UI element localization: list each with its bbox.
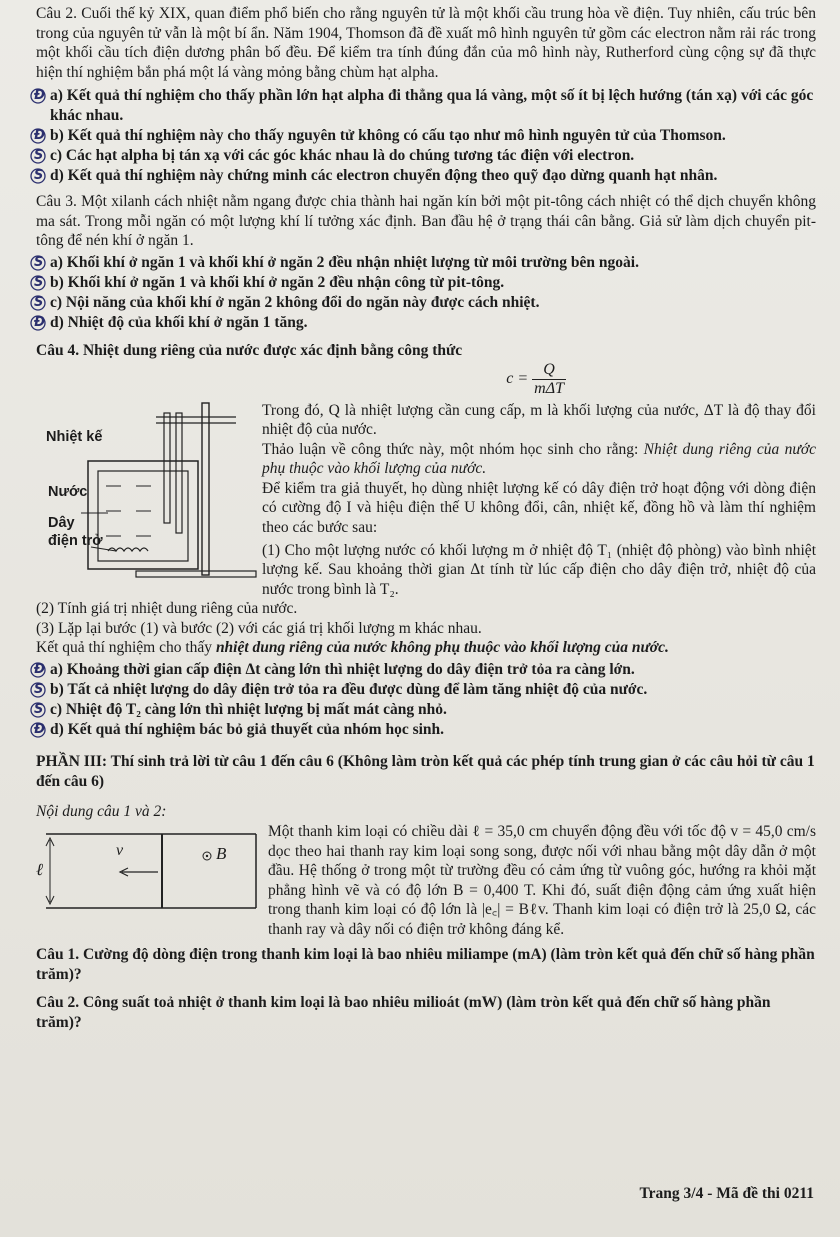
q2-option-d: S d) Kết quả thí nghiệm này chứng minh các electron chuyển động theo quỹ đạo dừng quanh hạt nhân. [36,166,816,186]
label-wire-1: Dây [48,514,75,531]
q4-option-c: S c) Nhiệt độ T₂ càng lớn thì nhiệt lượng bị mất mát càng nhỏ. [36,700,816,720]
label-velocity: v⃗ [116,842,136,859]
q4-method: Để kiểm tra giả thuyết, họ dùng nhiệt lượng kế có dây điện trở hoạt động với dòng điện có cường độ I và hiệu điện thế U không đổi, cân, nhiệt kế, đồng hồ và làm thí nghiệm theo các bước sau: [262,479,816,536]
answer-mark-icon: S [30,167,47,184]
q2-option-c: S c) Các hạt alpha bị tán xạ với các góc khác nhau là do chúng tương tác điện với electron. [36,146,816,166]
q3-options [36,253,816,333]
q3-option-a: S a) Khối khí ở ngăn 1 và khối khí ở ngăn 2 đều nhận nhiệt lượng từ môi trường bên ngoài. [36,253,816,273]
label-water: Nước [48,483,88,500]
q3-intro: Câu 3. Một xilanh cách nhiệt nằm ngang được chia thành hai ngăn kín bởi một pit-tông cách nhiệt có thể dịch chuyển không ma sát. Trong mỗi ngăn có một lượng khí lí tưởng xác định. Ban đầu hệ ở trạng thái cân bằng. Giả sử làm dịch chuyển pit-tông để nén khí ở ngăn 1. [36,193,816,249]
part3-shared-intro: Nội dung câu 1 và 2: [36,802,167,820]
answer-mark-icon: Đ [30,87,47,104]
calorimeter-figure [36,401,258,581]
answer-mark-icon: S [30,294,47,311]
part3-question-2: Câu 2. Công suất toả nhiệt ở thanh kim loại là bao nhiêu milioát (mW) (làm tròn kết quả đến chữ số hàng phần trăm)? [36,994,771,1031]
q4-option-d: Đ d) Kết quả thí nghiệm bác bỏ giả thuyết của nhóm học sinh. [36,720,816,740]
answer-mark-icon: Đ [30,314,47,331]
q4-hypothesis: Thảo luận về công thức này, một nhóm học sinh cho rằng: Nhiệt dung riêng của nước phụ thuộc vào khối lượng của nước. [262,440,816,477]
q3-option-b: S b) Khối khí ở ngăn 1 và khối khí ở ngăn 2 đều nhận công từ pit-tông. [36,273,816,293]
q2-option-b: Đ b) Kết quả thí nghiệm này cho thấy nguyên tử không có cấu tạo như mô hình nguyên tử của Thomson. [36,126,816,146]
q3-option-c: S c) Nội năng của khối khí ở ngăn 2 không đổi do ngăn này được cách nhiệt. [36,293,816,313]
q4-option-a: Đ a) Khoảng thời gian cấp điện Δt càng lớn thì nhiệt lượng do dây điện trở tỏa ra càng lớn. [36,660,816,680]
label-length: ℓ [36,860,44,879]
q4-option-b: S b) Tất cả nhiệt lượng do dây điện trở tỏa ra đều được dùng để làm tăng nhiệt độ của nước. [36,680,816,700]
label-thermometer: Nhiệt kế [46,428,103,445]
q4-definition: Trong đó, Q là nhiệt lượng cần cung cấp, m là khối lượng của nước, ΔT là độ thay đổi nhiệt độ của nước. [262,401,816,438]
q4-options [36,660,816,740]
q4-intro: Câu 4. Nhiệt dung riêng của nước được xác định bằng công thức [36,341,463,359]
q2-option-a: Đ a) Kết quả thí nghiệm cho thấy phần lớn hạt alpha đi thẳng qua lá vàng, một số ít bị lệch hướng (tán xạ) với các góc khác nhau. [36,86,816,126]
answer-mark-icon: S [30,701,47,718]
q2-intro: Câu 2. Cuối thế kỷ XIX, quan điểm phổ biến cho rằng nguyên tử là một khối cầu trung hòa về điện. Tuy nhiên, cấu trúc bên trong của nguyên tử vẫn là một bí ẩn. Năm 1904, Thomson đã đề xuất mô hình nguyên tử gồm các electron nằm rải rác trong một khối cầu tích điện dương phân bố đều. Để kiểm tra tính đúng đắn của mô hình này, Rutherford cùng cộng sự đã thực hiện thí nghiệm bắn phá một lá vàng mỏng bằng chùm hạt alpha. [36,5,816,81]
q4-step-1: (1) Cho một lượng nước có khối lượng m ở nhiệt độ T₁ (nhiệt độ phòng) vào bình nhiệt lượng kế. Sau khoảng thời gian Δt tính từ lúc cấp điện cho dây điện trở, nhiệt độ của nước trong bình là T₂. [262,541,816,598]
q2-options [36,86,816,186]
page-footer: Trang 3/4 - Mã đề thi 0211 [639,1185,814,1202]
answer-mark-icon: Đ [30,661,47,678]
part3-shared-text: Một thanh kim loại có chiều dài ℓ = 35,0 cm chuyển động đều với tốc độ v = 45,0 cm/s dọc theo hai thanh ray kim loại song song, được nối với nhau bằng một dây dẫn ở một đầu. Hệ thống ở trong một từ trường đều có cảm ứng từ vuông góc, hướng ra khỏi mặt phẳng hình vẽ và có độ lớn B = 0,400 T. Khi đó, suất điện động cảm ứng xuất hiện trong thanh kim loại có độ lớn là |e꜀| = Bℓv. Thanh kim loại có điện trở là 25,0 Ω, các thanh ray và dây nối có điện trở không đáng kể. [268,823,816,938]
answer-mark-icon: S [30,681,47,698]
part3-heading: PHẦN III: Thí sinh trả lời từ câu 1 đến câu 6 (Không làm tròn kết quả các phép tính trung gian ở các câu hỏi từ câu 1 đến câu 6) [36,752,815,790]
label-wire-2: điện trở [48,532,103,549]
answer-mark-icon: S [30,147,47,164]
rail-drawing [36,822,264,918]
label-field: B⃗ [216,844,240,863]
answer-mark-icon: Đ [30,127,47,144]
answer-mark-icon: Đ [30,721,47,738]
q4-step-3: (3) Lặp lại bước (1) và bước (2) với các giá trị khối lượng m khác nhau. [36,619,482,637]
q4-result: Kết quả thí nghiệm cho thấy nhiệt dung riêng của nước không phụ thuộc vào khối lượng của nước. [36,639,669,656]
answer-mark-icon: S [30,274,47,291]
q4-step-2: (2) Tính giá trị nhiệt dung riêng của nước. [36,600,298,617]
rail-figure [36,822,264,930]
part3-figure-row [36,802,816,939]
answer-mark-icon: S [30,254,47,271]
part3-question-1: Câu 1. Cường độ dòng điện trong thanh kim loại là bao nhiêu miliampe (mA) (làm tròn kết quả đến chữ số hàng phần trăm)? [36,946,815,983]
q4-formula: c = $\frac{Q}{\text{mΔT}}$ [506,360,564,397]
q3-option-d: Đ d) Nhiệt độ của khối khí ở ngăn 1 tăng. [36,313,816,333]
